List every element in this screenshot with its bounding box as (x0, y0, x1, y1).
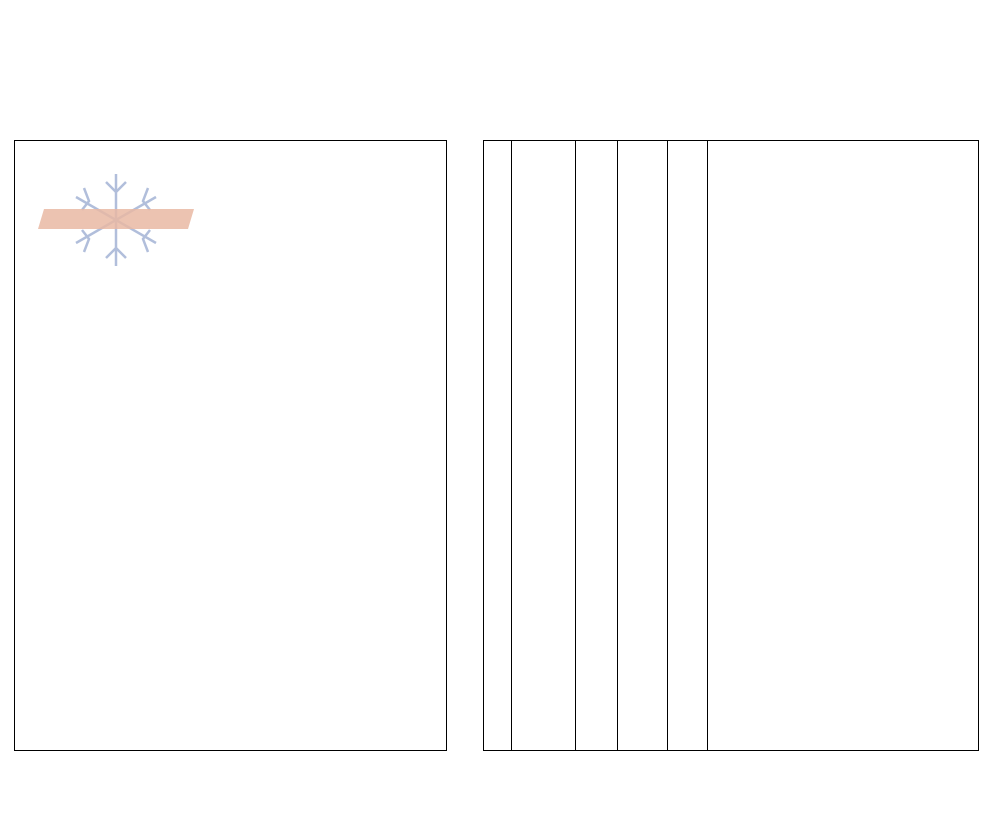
layer-table-columns (512, 140, 708, 751)
snow-pilot-logo (38, 174, 194, 266)
hardness-plot-frame (15, 141, 447, 751)
layer-table-frame (484, 141, 979, 751)
